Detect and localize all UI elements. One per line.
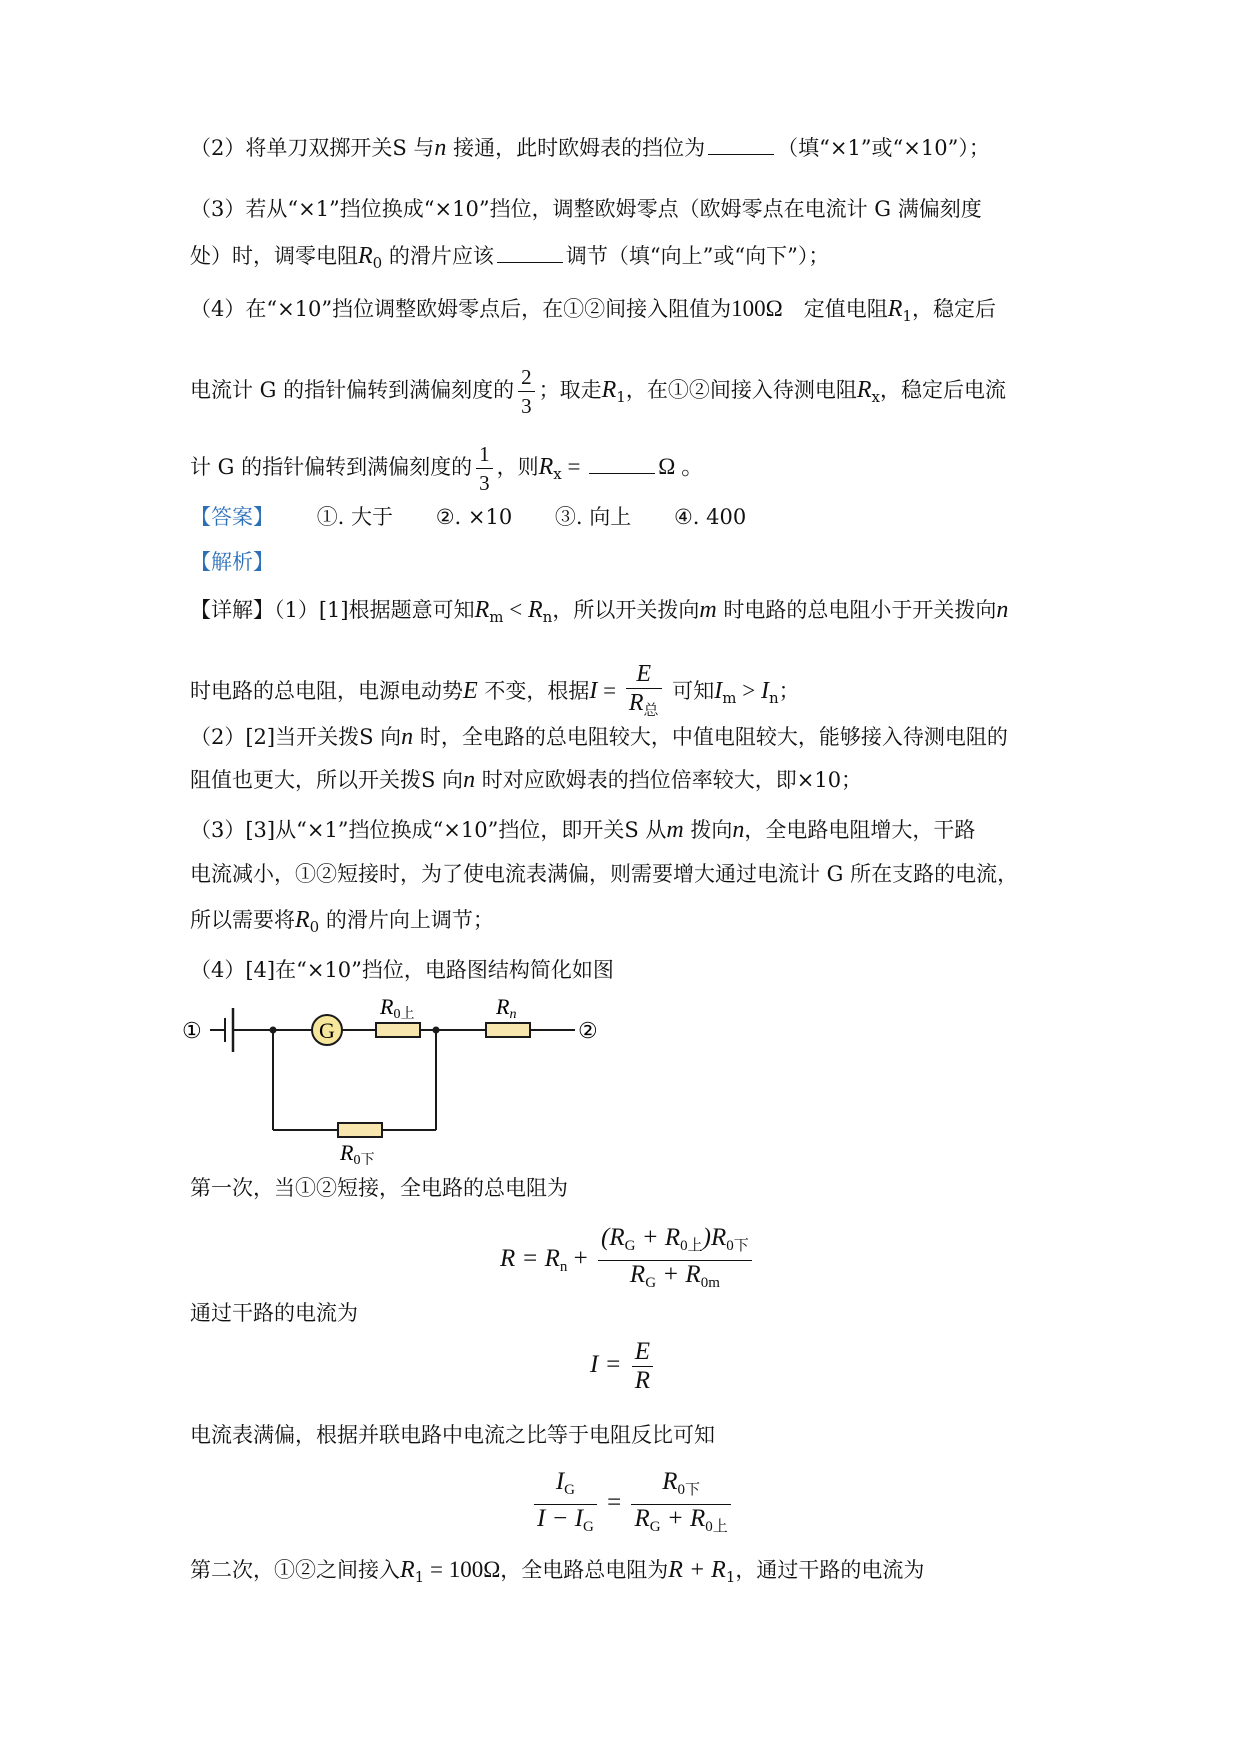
var-R: R (358, 243, 373, 269)
label-sub: 0下 (353, 1153, 375, 1168)
var-n: n (463, 767, 476, 793)
subscript: 0上 (680, 1238, 703, 1254)
subscript: 0 (372, 254, 383, 272)
label-sub: 0上 (393, 1007, 415, 1022)
numerator (598, 1224, 752, 1261)
detail-tag: 【详解】 (190, 598, 274, 622)
eq1-fraction (598, 1224, 752, 1297)
subscript: 1 (725, 1568, 736, 1586)
subscript: G (645, 1275, 657, 1291)
denominator: 3 (521, 394, 532, 418)
var-R: R (295, 907, 310, 933)
var-R: R (528, 597, 543, 623)
t: R (662, 1468, 678, 1495)
q4-text: 电流计 G 的指针偏转到满偏刻度的 (190, 378, 515, 402)
var-n: n (732, 817, 745, 843)
answer-item: ②. ×10 (435, 505, 513, 529)
t: + R (656, 1261, 701, 1288)
subscript: 1 (902, 307, 912, 325)
text: 第二次，①②之间接入 (190, 1558, 400, 1582)
first-time-line (190, 1173, 568, 1203)
resistor-Rn (486, 1023, 530, 1037)
junction-dot (433, 1027, 440, 1034)
subscript: 0上 (705, 1519, 728, 1535)
detail-line-1 (190, 595, 1008, 632)
numerator (626, 660, 662, 689)
detail-line-3 (190, 722, 1008, 752)
answer-blank (589, 455, 655, 474)
label-R0-down (339, 1140, 374, 1168)
q4-text: ；取走 (538, 378, 602, 402)
current-line (190, 1298, 358, 1328)
t: )R (702, 1224, 727, 1251)
numerator (631, 1468, 730, 1505)
text: ，全电路总电阻为 (500, 1558, 669, 1582)
answer-tag: 【答案】 (190, 505, 274, 529)
denominator (598, 1261, 752, 1297)
plus: + (567, 1245, 595, 1273)
detail-line-4 (190, 765, 862, 795)
value-100-ohm: = 100Ω (424, 1557, 501, 1582)
detail-text: ； (778, 679, 800, 703)
denominator (632, 1367, 653, 1395)
subscript: G (649, 1519, 661, 1535)
answer-item: ③. 向上 (554, 505, 632, 529)
detail-text: 电流减小，①②短接时，为了使电流表满偏，则需要增大通过电流计 G 所在支路的电流， (190, 862, 1019, 886)
subscript: 1 (414, 1568, 425, 1586)
detail-text: 时，全电路的总电阻较大，中值电阻较大，能够接入待测电阻的 (413, 725, 1008, 749)
q4-line-1 (190, 294, 996, 331)
detail-text: 时对应欧姆表的挡位倍率较大，即×10； (475, 768, 863, 792)
var-m: m (699, 597, 717, 623)
q4-text: Ω 。 (658, 454, 705, 479)
answer-item: ④. 400 (673, 505, 747, 529)
subscript: 0下 (677, 1482, 701, 1498)
eq-lhs: I = (590, 1351, 628, 1379)
t: (R (601, 1224, 625, 1251)
numerator (534, 1468, 597, 1505)
detail-line-7 (190, 905, 494, 942)
detail-text: ，全电路电阻增大，干路 (744, 818, 976, 842)
label-sub: n (509, 1007, 517, 1022)
var-I: I (714, 678, 723, 704)
t: R (634, 1505, 650, 1532)
subscript: m (489, 608, 504, 626)
detail-text: 时电路的总电阻小于开关拨向 (716, 598, 997, 622)
subscript: n (559, 1259, 568, 1276)
subscript: x (553, 465, 562, 483)
numerator (632, 1338, 653, 1367)
detail-text: （1）[1]根据题意可知 (274, 598, 475, 622)
var-R: R (856, 377, 872, 403)
detail-line-6 (190, 859, 1018, 889)
q2-line (190, 133, 990, 163)
q3-line-2 (190, 241, 829, 278)
denominator (626, 689, 662, 725)
detail-line-2 (190, 660, 800, 725)
equals-sign: = (600, 1489, 628, 1517)
second-time-line (190, 1555, 924, 1592)
q3-text: 的滑片应该 (382, 244, 494, 268)
equation-total-resistance (500, 1224, 756, 1297)
value-100-ohm: 100Ω (731, 296, 783, 321)
detail-text: （2）[2]当开关拨S 向 (190, 725, 402, 749)
detail-text: 可知 (665, 679, 715, 703)
q4-text: （4）在“×10”挡位调整欧姆零点后，在①②间接入阻值为 (190, 297, 732, 321)
q4-text: ，稳定后电流 (879, 378, 1006, 402)
fraction-one-third (476, 440, 493, 497)
fraction-E-over-Rtotal (626, 660, 662, 725)
subscript: 0下 (726, 1238, 749, 1254)
var-R: R (601, 377, 617, 403)
numerator: 2 (518, 363, 535, 392)
label-R: R (340, 1140, 354, 1165)
var-R: R (628, 690, 644, 716)
subscript: G (583, 1519, 594, 1535)
detail-text: （3）[3]从“×1”挡位换成“×10”挡位，即开关S 从 (190, 818, 667, 842)
detail-text: 的滑片向上调节； (319, 908, 494, 932)
equation-current-ratio (530, 1468, 735, 1541)
q4-text: ，在①②间接入待测电阻 (625, 378, 857, 402)
detail-text: ，所以开关拨向 (552, 598, 700, 622)
denominator (631, 1505, 730, 1541)
subscript: 0m (700, 1275, 720, 1291)
t: + R (635, 1224, 681, 1251)
t: I (555, 1468, 565, 1495)
less-than: < (503, 597, 528, 622)
eq3-right-fraction (631, 1468, 730, 1541)
q4-line-2 (190, 363, 1006, 420)
resistor-R0-down (338, 1123, 382, 1137)
var-E: E (636, 661, 652, 687)
answer-line (190, 502, 782, 532)
detail-text: 不变，根据 (477, 679, 590, 703)
numerator: 1 (476, 440, 493, 469)
t: E (634, 1338, 650, 1365)
equation-current (590, 1338, 657, 1395)
greater-than: > (736, 678, 761, 703)
var-m: m (666, 817, 684, 843)
resistor-R0-up (376, 1023, 420, 1037)
subscript: n (768, 689, 779, 707)
q2-text: （2）将单刀双掷开关S 与 (190, 136, 435, 160)
subscript: x (871, 388, 880, 406)
denominator: 3 (479, 471, 490, 495)
node-1-label: ① (182, 1018, 202, 1043)
subscript: m (722, 689, 737, 707)
var-I: I (760, 678, 769, 704)
var-R: R (400, 1557, 415, 1583)
answer-item: ①. 大于 (316, 505, 394, 529)
equals-sign: = (597, 678, 622, 703)
t: R (629, 1261, 646, 1288)
t: + R (660, 1505, 706, 1532)
subscript: G (624, 1238, 636, 1254)
fraction-two-thirds (518, 363, 535, 420)
analysis-line (190, 547, 274, 577)
subscript: n (542, 608, 553, 626)
detail-text: 阻值也更大，所以开关拨S 向 (190, 768, 464, 792)
t: R (634, 1367, 650, 1394)
var-R: R (538, 454, 554, 480)
detail-text: （4）[4]在“×10”挡位，电路图结构简化如图 (190, 958, 614, 982)
q4-text: 计 G 的指针偏转到满偏刻度的 (190, 455, 473, 479)
var-n: n (434, 135, 447, 161)
subscript: 0 (309, 918, 320, 936)
q4-text: 定值电阻 (782, 297, 888, 321)
full-scale-line (190, 1420, 715, 1450)
label-R: R (496, 994, 510, 1019)
answer-blank (708, 136, 774, 155)
node-2-label: ② (578, 1018, 598, 1043)
var-R: R (474, 597, 490, 623)
q2-text-mid: 接通，此时欧姆表的挡位为 (446, 136, 706, 160)
var-I: I (589, 678, 598, 704)
var-R: R (887, 296, 903, 322)
q3-text: （3）若从“×1”挡位换成“×10”挡位，调整欧姆零点（欧姆零点在电流计 G 满偏刻度 (190, 197, 982, 221)
answer-blank (497, 244, 563, 263)
subscript: 总 (643, 703, 659, 719)
q4-text: ，则 (496, 455, 539, 479)
var-E: E (463, 678, 478, 704)
label-R: R (380, 994, 394, 1019)
circuit-diagram (180, 990, 620, 1168)
q2-text-post: （填“×1”或“×10”）； (777, 136, 990, 160)
junction-dot (270, 1027, 277, 1034)
text: 电流表满偏，根据并联电路中电流之比等于电阻反比可知 (190, 1423, 715, 1447)
detail-line-5 (190, 815, 975, 845)
galvanometer-label: G (319, 1018, 335, 1043)
subscript: 1 (616, 388, 626, 406)
detail-text: 时电路的总电阻，电源电动势 (190, 679, 463, 703)
q3-text: 处）时，调零电阻 (190, 244, 358, 268)
label-R0-up (379, 994, 414, 1022)
eq-lhs: R = R (500, 1245, 560, 1273)
var-n: n (401, 724, 414, 750)
denominator (534, 1505, 597, 1541)
detail-line-8 (190, 955, 614, 985)
text: 第一次，当①②短接，全电路的总电阻为 (190, 1176, 568, 1200)
eq3-left-fraction (534, 1468, 597, 1541)
subscript: G (564, 1482, 576, 1498)
var-n: n (996, 597, 1009, 623)
text: 通过干路的电流为 (190, 1301, 358, 1325)
label-Rn (495, 994, 516, 1022)
analysis-tag: 【解析】 (190, 550, 274, 574)
q4-text: ，稳定后 (911, 297, 996, 321)
q3-text: 调节（填“向上”或“向下”）； (565, 244, 830, 268)
t: I − I (537, 1505, 584, 1532)
eq2-fraction (632, 1338, 653, 1395)
detail-text: 拨向 (683, 818, 733, 842)
expr-R-plus-R1: R + R (668, 1557, 726, 1583)
detail-text: 所以需要将 (190, 908, 295, 932)
equals-sign: = (561, 454, 587, 479)
text: ，通过干路的电流为 (735, 1558, 925, 1582)
q3-line-1 (190, 194, 982, 224)
q4-line-3 (190, 440, 704, 497)
